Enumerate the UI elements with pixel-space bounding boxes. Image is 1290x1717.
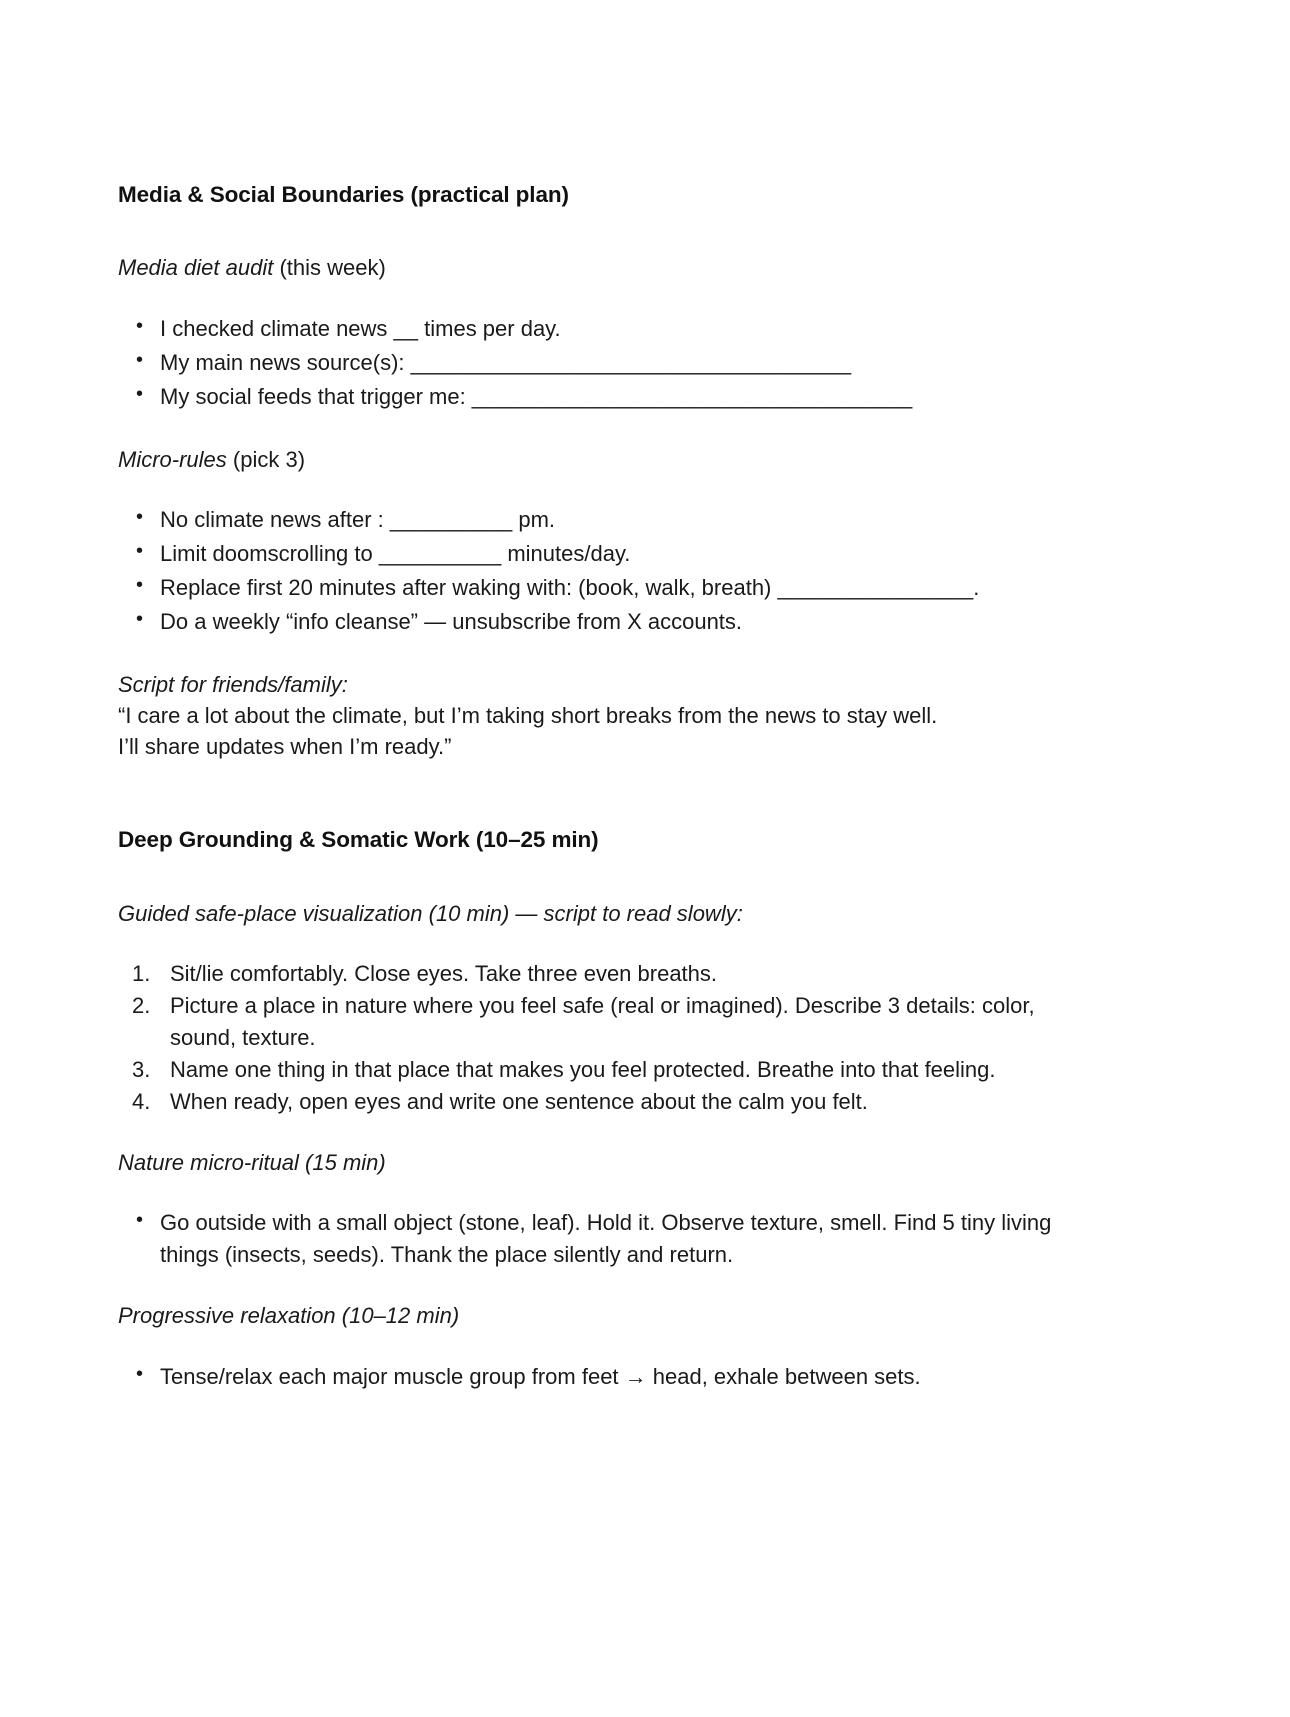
list-nature-micro-ritual xyxy=(118,1207,1078,1271)
list-item: • Limit doomscrolling to __________ minutes/day. xyxy=(118,538,1078,570)
subheading-media-diet-audit xyxy=(118,253,1078,283)
list-item: • My social feeds that trigger me: ____________________________________ xyxy=(118,381,1078,413)
list-micro-rules xyxy=(118,504,1078,638)
list-item: • No climate news after : __________ pm. xyxy=(118,504,1078,536)
subheading-micro-rules-plain: (pick 3) xyxy=(226,446,306,472)
list-item: • My main news source(s): ____________________________________ xyxy=(118,347,1078,379)
document-content xyxy=(118,180,1078,1393)
subheading-micro-rules xyxy=(118,445,1078,475)
list-item: • I checked climate news __ times per day. xyxy=(118,313,1078,345)
list-item: Picture a place in nature where you feel safe (real or imagined). Describe 3 details: color, sound, texture. xyxy=(170,993,1035,1051)
list-item: • Tense/relax each major muscle group from feet → head, exhale between sets. xyxy=(118,1361,1078,1393)
list-visualization-steps xyxy=(118,958,1078,1117)
list-media-diet-audit xyxy=(118,313,1078,413)
list-item: • Do a weekly “info cleanse” — unsubscribe from X accounts. xyxy=(118,606,1078,638)
section-heading-media-social-boundaries: Media & Social Boundaries (practical plan) xyxy=(118,182,569,207)
script-quote-line-1: “I care a lot about the climate, but I’m taking short breaks from the news to stay well. xyxy=(118,702,938,728)
list-item: Sit/lie comfortably. Close eyes. Take three even breaths. xyxy=(170,961,718,987)
subheading-nature-micro-ritual: Nature micro-ritual (15 min) xyxy=(118,1149,386,1175)
list-item: • Replace first 20 minutes after waking with: (book, walk, breath) ________________. xyxy=(118,572,1078,604)
list-item: When ready, open eyes and write one sentence about the calm you felt. xyxy=(170,1088,868,1114)
section-heading-deep-grounding-somatic-work: Deep Grounding & Somatic Work (10–25 min) xyxy=(118,827,599,853)
list-item: • Go outside with a small object (stone, leaf). Hold it. Observe texture, smell. Find 5 tiny living things (insects, seeds). Thank the place silently and return. xyxy=(118,1207,1078,1271)
subheading-progressive-relaxation: Progressive relaxation (10–12 min) xyxy=(118,1303,460,1329)
list-item: Name one thing in that place that makes you feel protected. Breathe into that feeling. xyxy=(170,1056,996,1082)
subheading-media-diet-audit-plain: (this week) xyxy=(273,255,386,281)
subheading-guided-safe-place-visualization: Guided safe-place visualization (10 min) — script to read slowly: xyxy=(118,900,743,926)
subheading-micro-rules-italic: Micro-rules xyxy=(118,446,227,472)
list-progressive-relaxation xyxy=(118,1361,1078,1393)
subheading-media-diet-audit-italic: Media diet audit xyxy=(118,255,274,281)
script-quote-line-2: I’ll share updates when I’m ready.” xyxy=(118,734,452,760)
subheading-script-for-friends-family: Script for friends/family: xyxy=(118,671,348,697)
